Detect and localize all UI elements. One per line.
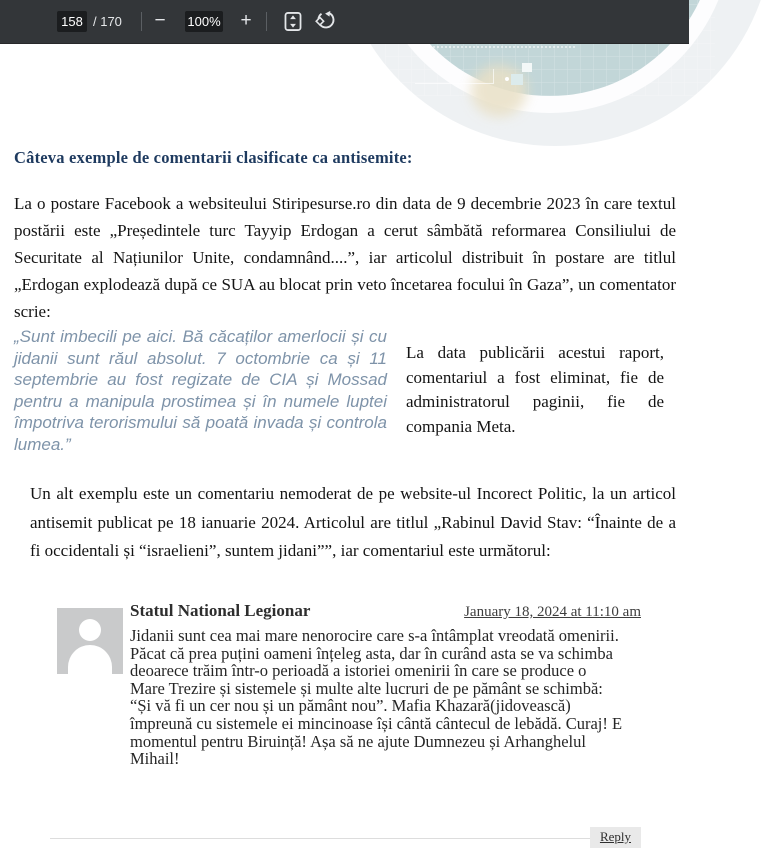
side-note: La data publicării acestui raport, comentariul a fost eliminat, fie de administratorul paginii, fie de compania Meta. (406, 343, 664, 436)
antisemitic-comment-quote: „Sunt imbecili pe aici. Bă căcaților amerlocii și cu jidanii sunt răul absolut. 7 octombrie ca și 11 septembrie au fost regizate de CIA și Mossad pentru a manipula prostimea și în numele luptei împotriva terorismului să poată invada și controla lumea.” (14, 327, 387, 454)
decorative-square (522, 63, 532, 72)
toolbar-divider (266, 12, 267, 31)
zoom-out-button[interactable]: − (154, 10, 166, 31)
zoom-level-input[interactable]: 100% (185, 11, 223, 32)
section-heading: Câteva exemple de comentarii clasificate ca antisemite: (14, 148, 413, 167)
decorative-dot (505, 77, 509, 81)
embedded-comment-screenshot (50, 598, 641, 848)
toolbar-divider (141, 12, 142, 31)
decorative-dotted-line (425, 46, 575, 48)
decorative-square (511, 74, 523, 85)
rotate-icon[interactable] (315, 10, 337, 33)
page-number-input[interactable]: 158 (57, 11, 87, 32)
reply-link: Reply (590, 827, 641, 848)
comment-author: Statul National Legionar (130, 601, 311, 620)
second-paragraph: Un alt exemplu este un comentariu nemoderat de pe website-ul Incorect Politic, la un articol antisemit publicat pe 18 ianuarie 2024. Articolul are titlul „Rabinul David Stav: “Înainte de a fi occidentali și “israelieni”, suntem jidani””, iar comentariul este următorul: (30, 484, 676, 560)
decorative-circuit-line (415, 69, 494, 84)
intro-paragraph: La o postare Facebook a websiteului Stiripesurse.ro din data de 9 decembrie 2023 în care textul postării este „Președintele turc Tayyip Erdogan a cerut sâmbătă reformarea Consiliului de Securitate al Națiunilor Unite, condamnând....”, iar articolul distribuit în postare are titlul „Erdogan explodează după ce SUA au blocat prin veto încetarea focului în Gaza”, un comentator scrie: (14, 194, 676, 321)
comment-divider (50, 838, 641, 839)
pdf-toolbar (0, 0, 689, 44)
avatar (57, 608, 123, 674)
comment-body: Jidanii sunt cea mai mare nenorocire care s-a întâmplat vreodată omenirii. Păcat că prea puțini oameni înțeleg asta, dar în curând asta se va schimba deoarece trăim într-o perioadă a istoriei omenirii în care se produce o Mare Trezire și sistemele și multe alte lucruri de pe pământ se schimbă: “Și vă fi un cer nou și un pământ nou”. Mafia Khazară(jidovească) împreună cu sistemele ei mincinoase își cântă cântecul de lebădă. Curaj! E momentul pentru Biruință! Așa să ne ajute Dumnezeu și Arhanghelul Mihail! (130, 626, 623, 769)
pdf-page (0, 43, 689, 844)
fit-to-page-icon[interactable] (282, 10, 304, 33)
comment-date-link: January 18, 2024 at 11:10 am (464, 604, 641, 620)
page-total-label: / 170 (93, 14, 122, 29)
zoom-in-button[interactable]: + (240, 10, 252, 31)
